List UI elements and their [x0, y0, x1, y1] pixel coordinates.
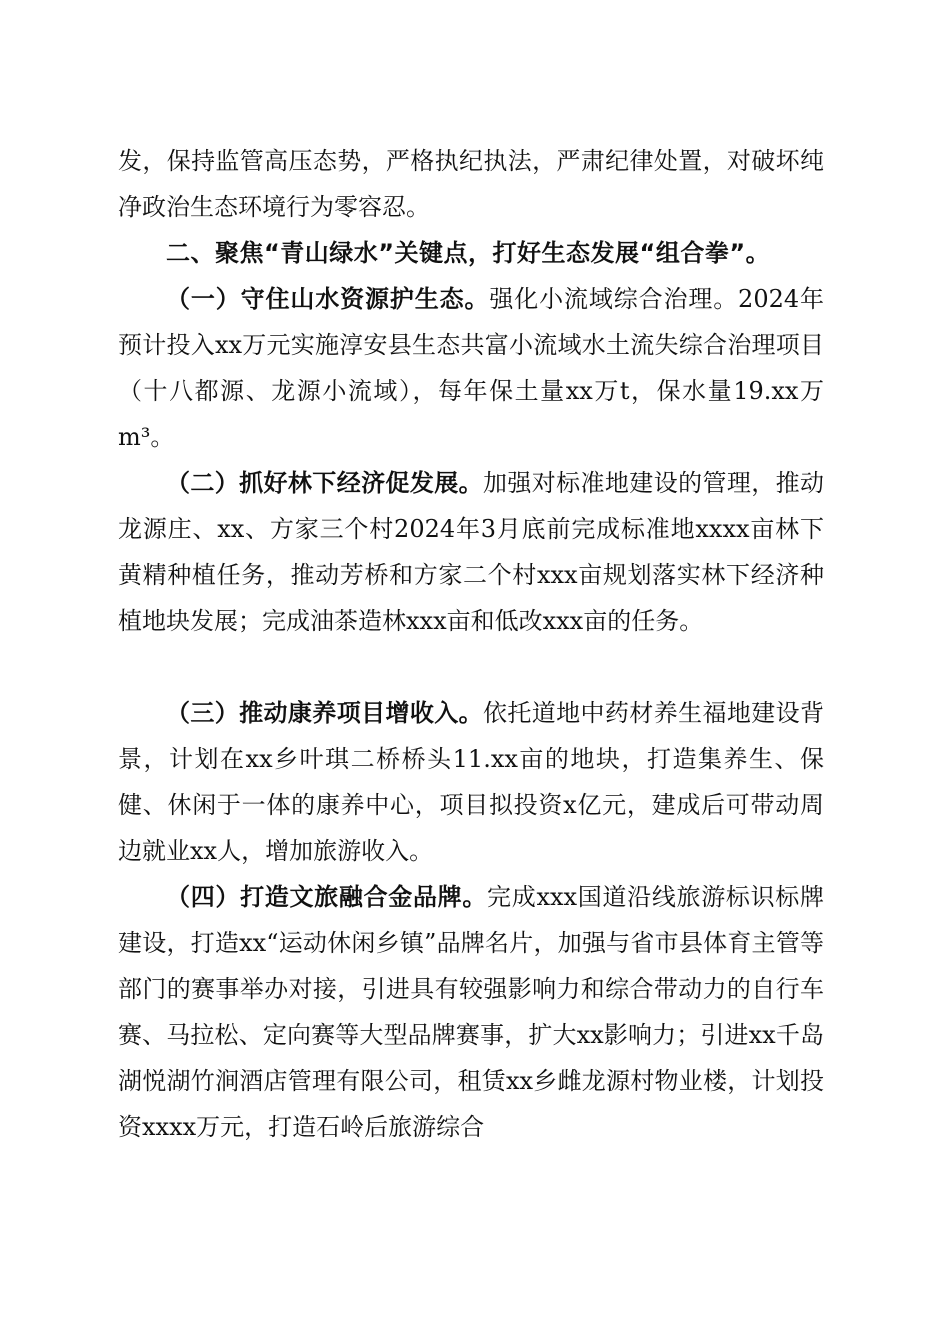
continuation-paragraph [118, 138, 824, 230]
item-1-lead: （一）守住山水资源护生态。 [166, 285, 490, 313]
item-3-body: 依托道地中药材养生福地建设背景，计划在xx乡叶琪二桥桥头11.xx亩的地块，打造集养生、保健、休闲于一体的康养中心，项目拟投资x亿元，建成后可带动周边就业xx人，增加旅游收入。 [118, 699, 824, 865]
item-2-paragraph [118, 460, 824, 644]
item-3-paragraph [118, 690, 824, 874]
item-4-body: 完成xxx国道沿线旅游标识标牌建设，打造xx“运动休闲乡镇”品牌名片，加强与省市县体育主管等部门的赛事举办对接，引进具有较强影响力和综合带动力的自行车赛、马拉松、定向赛等大型品牌赛事，扩大xx影响力；引进xx千岛湖悦湖竹涧酒店管理有限公司，租赁xx乡雌龙源村物业楼，计划投资xxxx万元，打造石岭后旅游综合 [118, 883, 824, 1141]
section-heading [118, 230, 824, 276]
item-4-paragraph [118, 874, 824, 1150]
section-2-heading: 二、聚焦“青山绿水”关键点，打好生态发展“组合拳”。 [166, 239, 771, 267]
item-2-lead: （二）抓好林下经济促发展。 [166, 469, 483, 497]
paragraph-text [118, 460, 824, 644]
item-1-paragraph [118, 276, 824, 460]
item-1-body: 强化小流域综合治理。2024年预计投入xx万元实施淳安县生态共富小流域水土流失综合治理项目（十八都源、龙源小流域），每年保土量xx万t，保水量19.xx万m³。 [118, 285, 825, 451]
item-2-body: 加强对标准地建设的管理，推动龙源庄、xx、方家三个村2024年3月底前完成标准地xxxx亩林下黄精种植任务，推动芳桥和方家二个村xxx亩规划落实林下经济种植地块发展；完成油茶造林xxx亩和低改xxx亩的任务。 [118, 469, 824, 635]
paragraph-text [118, 690, 824, 874]
item-3-lead: （三）推动康养项目增收入。 [166, 699, 483, 727]
paragraph-text [118, 874, 824, 1150]
paragraph-text: 发，保持监管高压态势，严格执纪执法，严肃纪律处置，对破坏纯净政治生态环境行为零容忍。 [118, 147, 824, 221]
paragraph-text [118, 276, 824, 460]
item-4-lead: （四）打造文旅融合金品牌。 [166, 883, 488, 911]
